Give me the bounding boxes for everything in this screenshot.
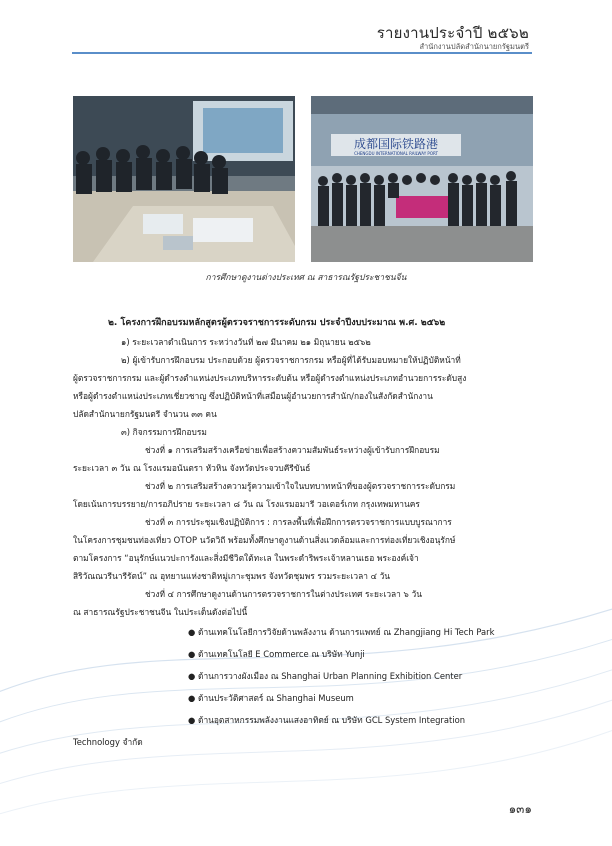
bullet-text: ด้านเทคโนโลยี E Commerce ณ บริษัท Yunji <box>198 649 365 659</box>
paragraph-line: ผู้ตรวจราชการกรม และผู้ดำรงตำแหน่งประเภทบริหารระดับต้น หรือผู้ดำรงตำแหน่งประเภทอำนวยการระดับสูง <box>73 373 467 383</box>
paragraph-line: ตามโครงการ “อนุรักษ์แนวปะการังและสิ่งมีชีวิตใต้ทะเล ในพระดำริพระเจ้าหลานเธอ พระองค์เจ้า <box>73 553 419 563</box>
paragraph-line: โดยเน้นการบรรยาย/การอภิปราย ระยะเวลา ๘ วัน ณ โรงแรมอมารี วอเตอร์เกท กรุงเทพมหานคร <box>73 499 420 509</box>
paragraph-line: ระยะเวลา ๓ วัน ณ โรงแรมอนันตรา หัวหิน จังหวัดประจวบคีรีขันธ์ <box>73 463 311 473</box>
bullet-text: ด้านการวางผังเมือง ณ Shanghai Urban Planning Exhibition Center <box>198 671 463 681</box>
photo-model-viewing <box>73 96 295 262</box>
photo-caption: การศึกษาดูงานต่างประเทศ ณ สาธารณรัฐประชาชนจีน <box>205 273 407 283</box>
paragraph-line: ช่วงที่ ๑ การเสริมสร้างเครือข่ายเพื่อสร้างความสัมพันธ์ระหว่างผู้เข้ารับการฝึกอบรม <box>145 445 440 455</box>
paragraph-line: Technology จำกัด <box>73 737 143 747</box>
paragraph-line: ช่วงที่ ๔ การศึกษาดูงานด้านการตรวจราชการในต่างประเทศ ระยะเวลา ๖ วัน <box>145 589 422 599</box>
paragraph-line: หรือผู้ดำรงตำแหน่งประเภทเชี่ยวชาญ ซึ่งปฏิบัติหน้าที่เสมือนผู้อำนวยการสำนัก/กองในสังกัดสำนักงาน <box>73 391 433 401</box>
page-number: ๑๓๑ <box>508 802 532 816</box>
bullet-icon: ● <box>188 693 196 703</box>
bullet-item <box>188 625 494 639</box>
paragraph-line: ๒) ผู้เข้ารับการฝึกอบรม ประกอบด้วย ผู้ตรวจราชการกรม หรือผู้ที่ได้รับมอบหมายให้ปฏิบัติหน้าที่ <box>121 355 461 365</box>
paragraph-line: ๓) กิจกรรมการฝึกอบรม <box>121 427 207 437</box>
bullet-text: ด้านอุตสาหกรรมพลังงานแสงอาทิตย์ ณ บริษัท GCL System Integration <box>198 715 466 725</box>
bullet-item <box>188 669 462 683</box>
bullet-text: ด้านประวัติศาสตร์ ณ Shanghai Museum <box>198 693 354 703</box>
railway-port-banner-en: CHENGDU INTERNATIONAL RAILWAY PORT <box>354 151 438 156</box>
bullet-icon: ● <box>188 715 196 725</box>
bullet-item <box>188 647 365 661</box>
header-divider <box>72 52 532 54</box>
bullet-item <box>188 691 354 705</box>
bullet-icon: ● <box>188 627 196 637</box>
report-subtitle: สำนักงานปลัดสำนักนายกรัฐมนตรี <box>419 42 529 51</box>
bullet-icon: ● <box>188 649 196 659</box>
paragraph-line: ณ สาธารณรัฐประชาชนจีน ในประเด็นดังต่อไปนี้ <box>73 607 248 617</box>
bullet-item <box>188 713 465 727</box>
railway-port-banner: 成都国际铁路港 <box>353 137 439 151</box>
report-title: รายงานประจำปี ๒๕๖๒ <box>376 24 529 42</box>
paragraph-line: สิริวัณณวรีนารีรัตน์” ณ อุทยานแห่งชาติหมู่เกาะชุมพร จังหวัดชุมพร รวมระยะเวลา ๔ วัน <box>73 571 391 581</box>
paragraph-line: ช่วงที่ ๓ การประชุมเชิงปฏิบัติการ : การลงพื้นที่เพื่อฝึกการตรวจราชการแบบบูรณาการ <box>145 517 452 527</box>
paragraph-line: ปลัดสำนักนายกรัฐมนตรี จำนวน ๓๓ คน <box>73 409 217 419</box>
paragraph-line: ช่วงที่ ๒ การเสริมสร้างความรู้ความเข้าใจในบทบาทหน้าที่ของผู้ตรวจราชการระดับกรม <box>145 481 456 491</box>
bullet-icon: ● <box>188 671 196 681</box>
bullet-text: ด้านเทคโนโลยีการวิจัยด้านพลังงาน ด้านการแพทย์ ณ Zhangjiang Hi Tech Park <box>198 627 495 637</box>
section-heading: ๒. โครงการฝึกอบรมหลักสูตรผู้ตรวจราชการระดับกรม ประจำปีงบประมาณ พ.ศ. ๒๕๖๒ <box>108 318 446 328</box>
paragraph-line: ในโครงการชุมชนท่องเที่ยว OTOP นวัตวิถี พร้อมทั้งศึกษาดูงานด้านสิ่งแวดล้อมและการท่องเที่ยวเชิงอนุรักษ์ <box>73 535 456 545</box>
paragraph-line: ๑) ระยะเวลาดำเนินการ ระหว่างวันที่ ๒๗ มีนาคม ๒๑ มิถุนายน ๒๕๖๒ <box>121 337 371 347</box>
photo-railway-port-group <box>311 96 533 262</box>
